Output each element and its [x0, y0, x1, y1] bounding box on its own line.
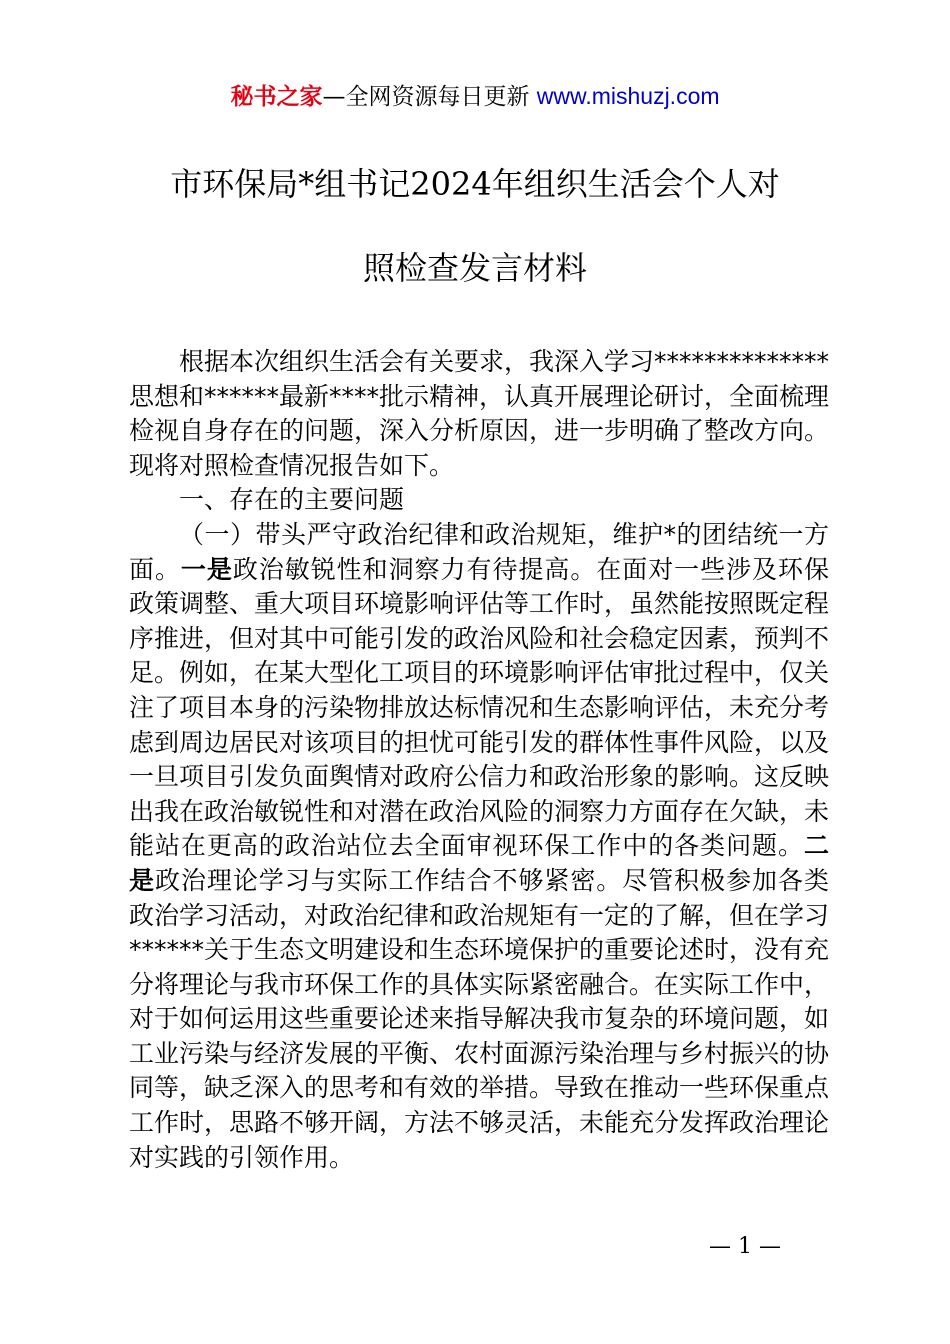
subsection-lead: （一）带头严守政治纪律和政治规矩，维护*的团结统一方面。 [129, 519, 829, 584]
document-body [129, 345, 829, 1175]
section-heading: 一、存在的主要问题 [179, 485, 405, 515]
subsection-paragraph [129, 518, 829, 1175]
intro-paragraph: 根据本次组织生活会有关要求，我深入学习**************思想和******最新****批示精神，认真开展理论研讨，全面梳理检视自身存在的问题，深入分析原因，进一步明确了整改方向。现将对照检查情况报告如下。 [129, 347, 830, 480]
site-brand: 秘书之家 [230, 84, 323, 110]
point-2-label: 二是 [129, 831, 829, 895]
title-line-2: 照检查发言材料 [362, 249, 587, 287]
title-line-1: 市环保局*组书记2024年组织生活会个人对 [170, 165, 780, 203]
site-header [0, 80, 950, 113]
point-1-label: 一是 [180, 554, 233, 584]
document-title [80, 160, 870, 292]
point-2-text: 政治理论学习与实际工作结合不够紧密。尽管积极参加各类政治学习活动，对政治纪律和政治规矩有一定的了解，但在学习******关于生态文明建设和生态环境保护的重要论述时，没有充分将理论与我市环保工作的具体实际紧密融合。在实际工作中，对于如何运用这些重要论述来指导解决我市复杂的环境问题，如工业污染与经济发展的平衡、农村面源污染治理与乡村振兴的协同等，缺乏深入的思考和有效的举措。导致在推动一些环保重点工作时，思路不够开阔，方法不够灵活，未能充分发挥政治理论对实践的引领作用。 [129, 865, 830, 1172]
point-1-text: 政治敏锐性和洞察力有待提高。在面对一些涉及环保政策调整、重大项目环境影响评估等工作时，虽然能按照既定程序推进，但对其中可能引发的政治风险和社会稳定因素，预判不足。例如，在某大型化工项目的环境影响评估审批过程中，仅关注了项目本身的污染物排放达标情况和生态影响评估，未充分考虑到周边居民对该项目的担忧可能引发的群体性事件风险，以及一旦项目引发负面舆情对政府公信力和政治形象的影响。这反映出我在政治敏锐性和对潜在政治风险的洞察力方面存在欠缺，未能站在更高的政治站位去全面审视环保工作中的各类问题。 [129, 554, 830, 861]
site-tagline: —全网资源每日更新 [322, 84, 537, 110]
site-url-link[interactable]: www.mishuzj.com [536, 83, 720, 109]
page-number: — 1 — [709, 1234, 781, 1259]
